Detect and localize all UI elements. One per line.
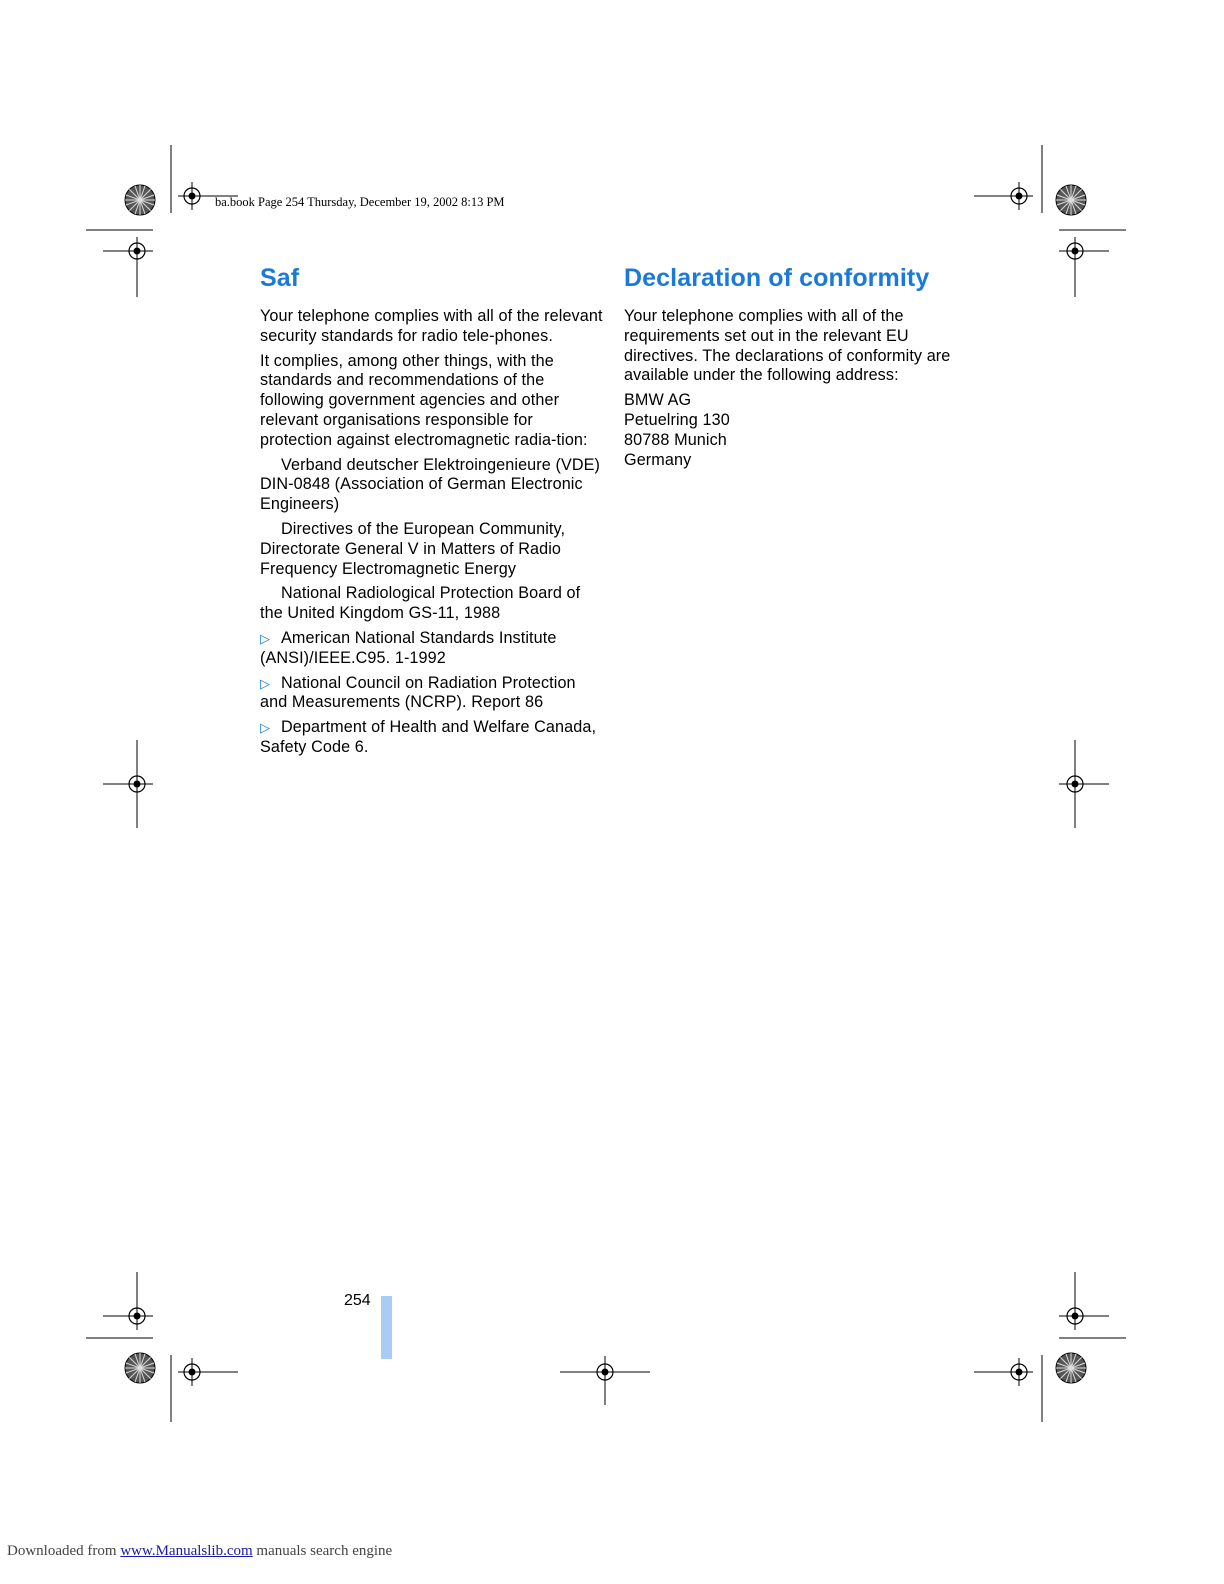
address-line: Germany — [624, 450, 692, 469]
address-line: 80788 Munich — [624, 430, 727, 449]
standard-bullet-item — [260, 674, 605, 714]
bullet-text: Department of Health and Welfare Canada, Safety Code 6. — [260, 718, 597, 756]
standard-item: Directives of the European Community, Directorate General V in Matters of Radio Frequency Electromagnetic Energy — [260, 519, 566, 578]
bullet-text: American National Standards Institute (ANSI)/IEEE.C95. 1-1992 — [260, 628, 557, 667]
left-column — [260, 263, 605, 763]
footer-prefix: Downloaded from — [7, 1543, 121, 1559]
triangle-right-outline-icon: ▷ — [260, 630, 271, 646]
right-column — [624, 263, 974, 470]
triangle-right-outline-icon: ▷ — [260, 675, 271, 691]
bullet-text: National Council on Radiation Protection and Measurements (NCRP). Report 86 — [260, 673, 576, 712]
standards-paragraph: It complies, among other things, with the standards and recommendations of the following government agencies and other relevant organisations responsible for protection against electromagnetic radia-tion: — [260, 351, 588, 449]
section-title-declaration: Declaration of conformity — [624, 264, 930, 292]
section-title-safety: Saf — [260, 264, 300, 292]
standard-item: National Radiological Protection Board of the United Kingdom GS-11, 1988 — [260, 584, 581, 623]
triangle-right-outline-icon: ▷ — [260, 720, 271, 736]
download-footer — [7, 1543, 392, 1560]
manualslib-link[interactable]: www.Manualslib.com — [120, 1543, 253, 1559]
registration-star-icon — [125, 1353, 155, 1383]
standard-bullet-item — [260, 718, 605, 758]
standard-bullet-item — [260, 629, 605, 669]
declaration-paragraph: Your telephone complies with all of the requirements set out in the relevant EU directives. The declarations of conformity are available under the following address: — [624, 307, 951, 385]
footer-suffix: manuals search engine — [252, 1543, 393, 1559]
address-line: Petuelring 130 — [624, 410, 730, 429]
intro-paragraph: Your telephone complies with all of the relevant security standards for radio tele-phones. — [260, 307, 603, 345]
page-number: 254 — [344, 1292, 371, 1309]
registration-star-icon — [1056, 185, 1086, 215]
print-info-header: ba.book Page 254 Thursday, December 19, 2002 8:13 PM — [215, 195, 505, 209]
registration-star-icon — [1056, 1353, 1086, 1383]
page-number-bar — [381, 1296, 392, 1359]
registration-star-icon — [125, 185, 155, 215]
address-line: BMW AG — [624, 391, 692, 410]
standard-item: Verband deutscher Elektroingenieure (VDE) DIN-0848 (Association of German Electronic Engineers) — [260, 455, 601, 514]
address-block — [624, 391, 974, 470]
